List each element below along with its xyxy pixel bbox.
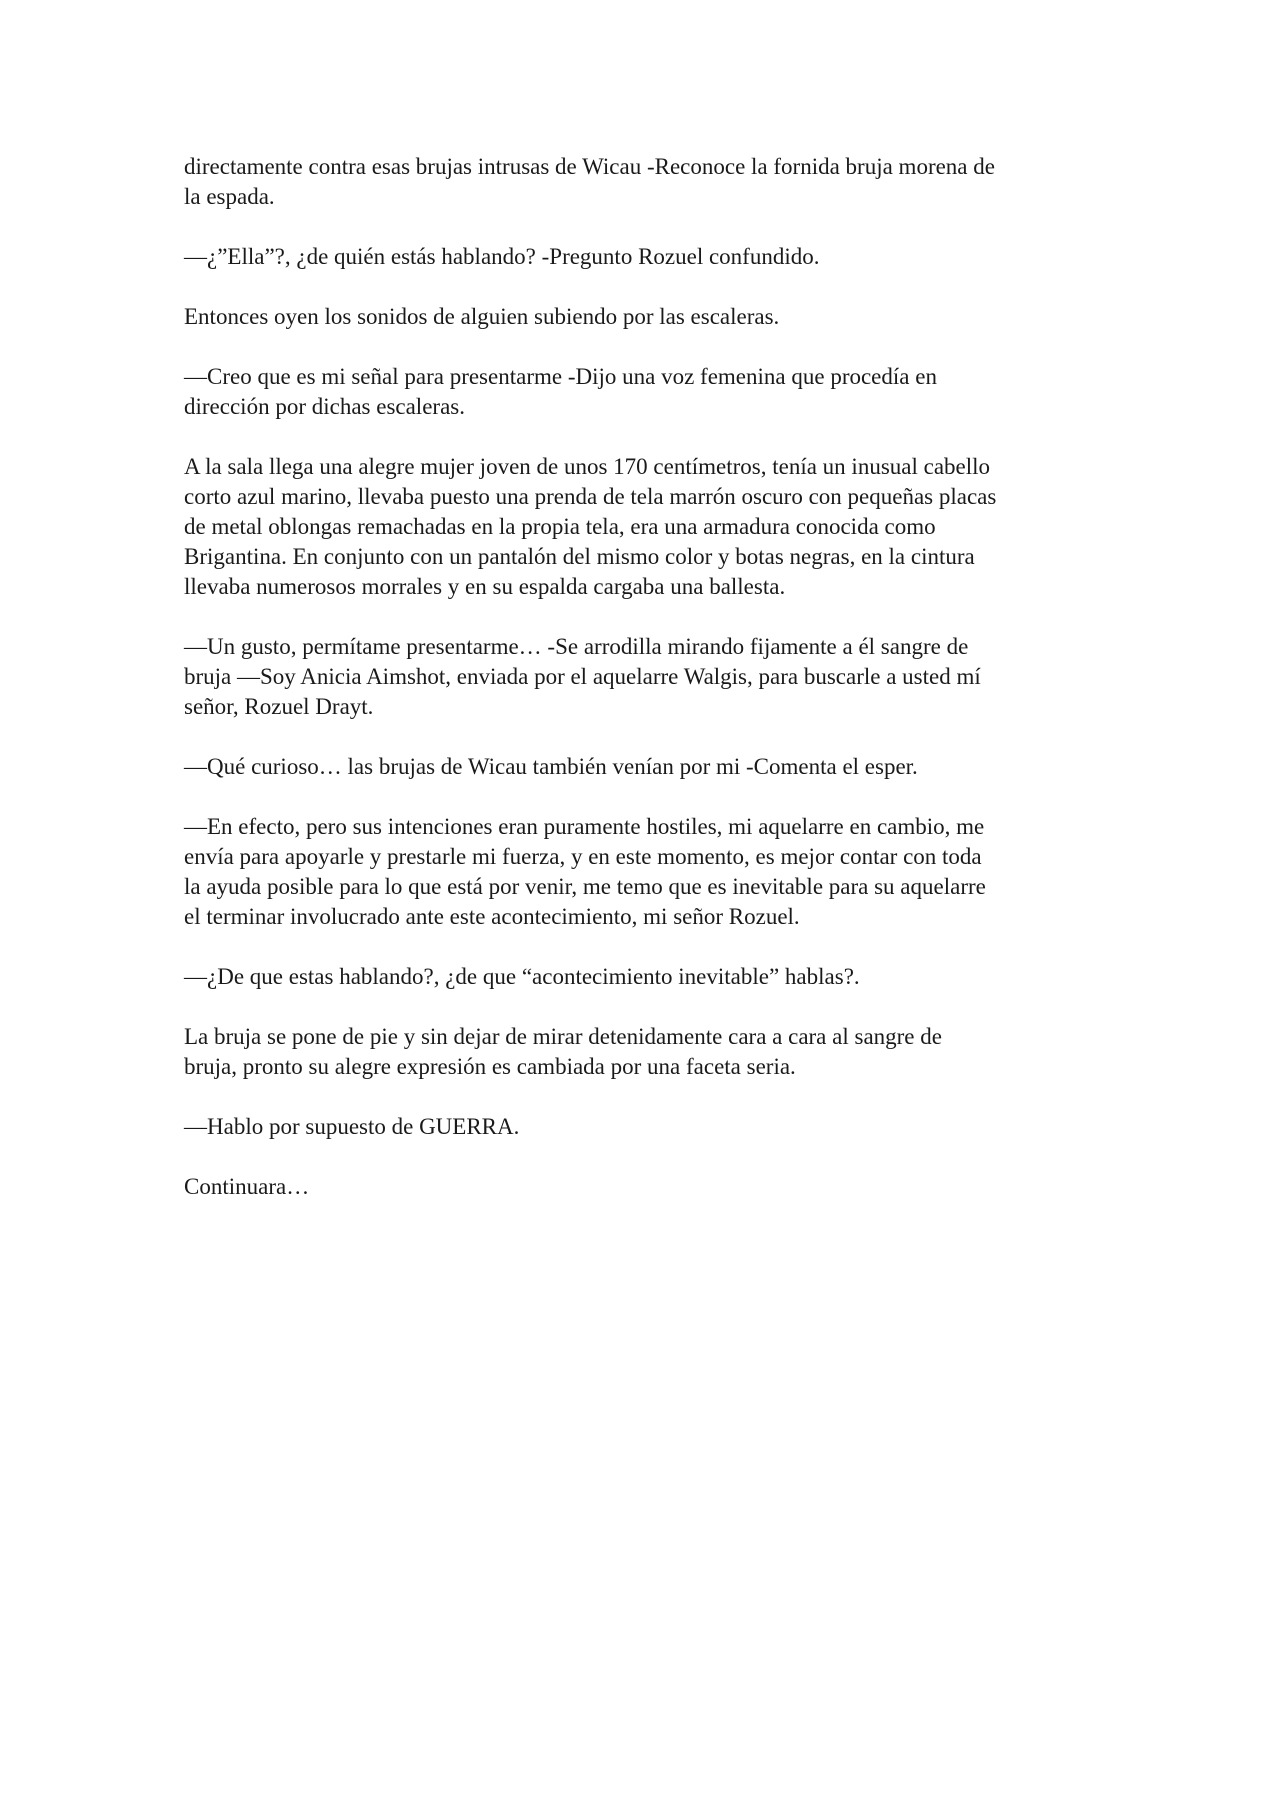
text-line: A la sala llega una alegre mujer joven de unos 170 centímetros, tenía un inusual cabello bbox=[184, 454, 991, 479]
text-line: el terminar involucrado ante este acontecimiento, mi señor Rozuel. bbox=[184, 904, 800, 929]
text-line: —¿”Ella”?, ¿de quién estás hablando? -Pregunto Rozuel confundido. bbox=[184, 244, 820, 269]
text-line: —¿De que estas hablando?, ¿de que “acontecimiento inevitable” hablas?. bbox=[184, 964, 860, 989]
text-line: corto azul marino, llevaba puesto una prenda de tela marrón oscuro con pequeñas placas bbox=[184, 484, 997, 509]
text-line: llevaba numerosos morrales y en su espalda cargaba una ballesta. bbox=[184, 574, 786, 599]
paragraph-1 bbox=[184, 152, 1104, 212]
text-line: Continuara… bbox=[184, 1174, 310, 1199]
paragraph-8 bbox=[184, 812, 1104, 932]
text-line: La bruja se pone de pie y sin dejar de mirar detenidamente cara a cara al sangre de bbox=[184, 1024, 942, 1049]
paragraph-7 bbox=[184, 752, 1104, 782]
text-line: —Hablo por supuesto de GUERRA. bbox=[184, 1114, 520, 1139]
paragraph-11 bbox=[184, 1112, 1104, 1142]
text-line: —En efecto, pero sus intenciones eran puramente hostiles, mi aquelarre en cambio, me bbox=[184, 814, 985, 839]
text-line: —Qué curioso… las brujas de Wicau también venían por mi -Comenta el esper. bbox=[184, 754, 918, 779]
text-line: de metal oblongas remachadas en la propia tela, era una armadura conocida como bbox=[184, 514, 936, 539]
text-line: dirección por dichas escaleras. bbox=[184, 394, 465, 419]
paragraph-4 bbox=[184, 362, 1104, 422]
document-body bbox=[184, 152, 1104, 1232]
text-line: señor, Rozuel Drayt. bbox=[184, 694, 374, 719]
text-line: Entonces oyen los sonidos de alguien subiendo por las escaleras. bbox=[184, 304, 780, 329]
text-line: Brigantina. En conjunto con un pantalón del mismo color y botas negras, en la cintura bbox=[184, 544, 975, 569]
text-line: la espada. bbox=[184, 184, 275, 209]
text-line: la ayuda posible para lo que está por venir, me temo que es inevitable para su aquelarre bbox=[184, 874, 986, 899]
paragraph-12 bbox=[184, 1172, 1104, 1202]
paragraph-3 bbox=[184, 302, 1104, 332]
paragraph-10 bbox=[184, 1022, 1104, 1082]
text-line: —Creo que es mi señal para presentarme -Dijo una voz femenina que procedía en bbox=[184, 364, 937, 389]
paragraph-9 bbox=[184, 962, 1104, 992]
text-line: —Un gusto, permítame presentarme… -Se arrodilla mirando fijamente a él sangre de bbox=[184, 634, 969, 659]
paragraph-6 bbox=[184, 632, 1104, 722]
paragraph-5 bbox=[184, 452, 1104, 602]
text-line: bruja, pronto su alegre expresión es cambiada por una faceta seria. bbox=[184, 1054, 796, 1079]
text-line: envía para apoyarle y prestarle mi fuerza, y en este momento, es mejor contar con toda bbox=[184, 844, 982, 869]
paragraph-2 bbox=[184, 242, 1104, 272]
text-line: directamente contra esas brujas intrusas de Wicau -Reconoce la fornida bruja morena de bbox=[184, 154, 995, 179]
text-line: bruja —Soy Anicia Aimshot, enviada por el aquelarre Walgis, para buscarle a usted mí bbox=[184, 664, 981, 689]
